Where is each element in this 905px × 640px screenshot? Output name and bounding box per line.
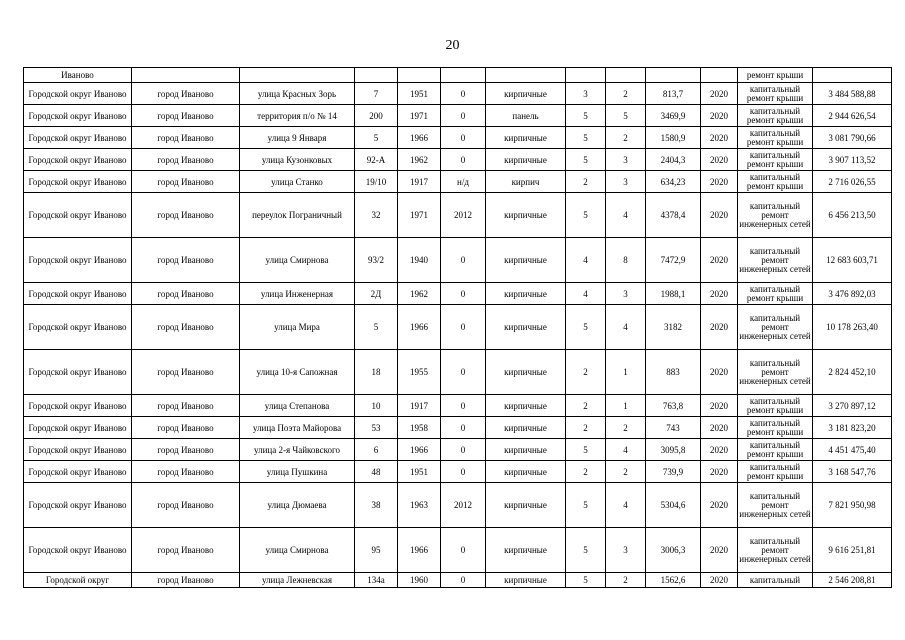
wall-material-cell: кирпичные [486,461,566,483]
city-cell [132,68,240,83]
area-cell: 5304,6 [646,483,701,528]
floors-cell: 5 [566,193,606,238]
entrances-cell: 2 [606,461,646,483]
city-cell: город Иваново [132,439,240,461]
area-cell: 743 [646,417,701,439]
area-cell: 3006,3 [646,528,701,573]
city-cell: город Иваново [132,395,240,417]
year-overhaul-cell: 0 [441,283,486,305]
year-overhaul-cell: 0 [441,395,486,417]
entrances-cell: 3 [606,171,646,193]
year-built-cell: 1971 [398,193,441,238]
city-cell: город Иваново [132,483,240,528]
area-cell: 3182 [646,305,701,350]
year-overhaul-cell: н/д [441,171,486,193]
municipality-cell: Городской округ Иваново [24,149,132,171]
plan-year-cell: 2020 [701,83,738,105]
cost-cell: 10 178 263,40 [813,305,892,350]
entrances-cell: 8 [606,238,646,283]
street-cell: улица Смирнова [240,528,355,573]
table-row [24,305,892,350]
area-cell: 2404,3 [646,149,701,171]
house-number-cell: 5 [355,127,398,149]
city-cell: город Иваново [132,350,240,395]
plan-year-cell: 2020 [701,528,738,573]
wall-material-cell: кирпичные [486,350,566,395]
wall-material-cell: кирпичные [486,127,566,149]
housing-overhaul-table [23,67,892,588]
work-type-cell: капитальный ремонт крыши [738,283,813,305]
street-cell: улица Инженерная [240,283,355,305]
street-cell: улица 10-я Сапожная [240,350,355,395]
area-cell: 1988,1 [646,283,701,305]
cost-cell: 2 824 452,10 [813,350,892,395]
entrances-cell [606,68,646,83]
year-overhaul-cell: 0 [441,461,486,483]
year-built-cell: 1966 [398,439,441,461]
table-row [24,238,892,283]
entrances-cell: 4 [606,193,646,238]
plan-year-cell: 2020 [701,305,738,350]
municipality-cell: Городской округ Иваново [24,417,132,439]
municipality-cell: Городской округ Иваново [24,171,132,193]
year-overhaul-cell: 0 [441,573,486,588]
wall-material-cell: кирпичные [486,149,566,171]
entrances-cell: 2 [606,83,646,105]
floors-cell: 5 [566,528,606,573]
floors-cell: 4 [566,238,606,283]
work-type-cell: капитальный [738,573,813,588]
plan-year-cell: 2020 [701,573,738,588]
house-number-cell: 2Д [355,283,398,305]
house-number-cell: 32 [355,193,398,238]
city-cell: город Иваново [132,573,240,588]
work-type-cell: капитальный ремонт крыши [738,149,813,171]
work-type-cell: капитальный ремонт инженерных сетей [738,350,813,395]
plan-year-cell: 2020 [701,127,738,149]
city-cell: город Иваново [132,283,240,305]
city-cell: город Иваново [132,238,240,283]
table-row [24,127,892,149]
house-number-cell: 95 [355,528,398,573]
plan-year-cell [701,68,738,83]
floors-cell: 3 [566,83,606,105]
municipality-cell: Городской округ Иваново [24,305,132,350]
work-type-cell: капитальный ремонт крыши [738,127,813,149]
entrances-cell: 2 [606,127,646,149]
area-cell: 1562,6 [646,573,701,588]
table-row [24,193,892,238]
city-cell: город Иваново [132,105,240,127]
city-cell: город Иваново [132,127,240,149]
year-built-cell: 1962 [398,283,441,305]
work-type-cell: ремонт крыши [738,68,813,83]
municipality-cell: Городской округ Иваново [24,193,132,238]
work-type-cell: капитальный ремонт инженерных сетей [738,193,813,238]
entrances-cell: 4 [606,305,646,350]
table-row [24,350,892,395]
year-built-cell: 1971 [398,105,441,127]
entrances-cell: 3 [606,528,646,573]
entrances-cell: 1 [606,395,646,417]
house-number-cell: 48 [355,461,398,483]
cost-cell: 3 484 588,88 [813,83,892,105]
area-cell: 1580,9 [646,127,701,149]
wall-material-cell: кирпичные [486,283,566,305]
municipality-cell: Городской округ Иваново [24,395,132,417]
work-type-cell: капитальный ремонт крыши [738,461,813,483]
year-built-cell: 1966 [398,305,441,350]
plan-year-cell: 2020 [701,439,738,461]
table-row [24,149,892,171]
floors-cell: 2 [566,350,606,395]
wall-material-cell: кирпичные [486,417,566,439]
city-cell: город Иваново [132,305,240,350]
table-row [24,283,892,305]
plan-year-cell: 2020 [701,149,738,171]
floors-cell: 5 [566,149,606,171]
year-built-cell: 1958 [398,417,441,439]
area-cell: 7472,9 [646,238,701,283]
floors-cell: 2 [566,395,606,417]
year-built-cell: 1917 [398,395,441,417]
wall-material-cell: кирпичные [486,483,566,528]
street-cell: территория п/о № 14 [240,105,355,127]
city-cell: город Иваново [132,171,240,193]
house-number-cell: 10 [355,395,398,417]
year-overhaul-cell: 0 [441,350,486,395]
year-overhaul-cell: 0 [441,528,486,573]
entrances-cell: 3 [606,149,646,171]
cost-cell: 9 616 251,81 [813,528,892,573]
street-cell: улица Дюмаева [240,483,355,528]
wall-material-cell: кирпичные [486,439,566,461]
plan-year-cell: 2020 [701,238,738,283]
street-cell: улица Смирнова [240,238,355,283]
floors-cell: 2 [566,461,606,483]
work-type-cell: капитальный ремонт крыши [738,105,813,127]
street-cell: улица Степанова [240,395,355,417]
area-cell: 763,8 [646,395,701,417]
plan-year-cell: 2020 [701,171,738,193]
floors-cell: 2 [566,417,606,439]
cost-cell: 3 270 897,12 [813,395,892,417]
cost-cell: 3 907 113,52 [813,149,892,171]
plan-year-cell: 2020 [701,193,738,238]
year-overhaul-cell: 0 [441,417,486,439]
table-row [24,83,892,105]
cost-cell: 3 168 547,76 [813,461,892,483]
municipality-cell: Городской округ Иваново [24,350,132,395]
entrances-cell: 3 [606,283,646,305]
municipality-cell: Городской округ Иваново [24,105,132,127]
area-cell: 3095,8 [646,439,701,461]
house-number-cell: 7 [355,83,398,105]
cost-cell: 3 181 823,20 [813,417,892,439]
area-cell: 4378,4 [646,193,701,238]
work-type-cell: капитальный ремонт крыши [738,171,813,193]
wall-material-cell: кирпич [486,171,566,193]
year-overhaul-cell: 2012 [441,483,486,528]
cost-cell: 12 683 603,71 [813,238,892,283]
year-built-cell: 1966 [398,127,441,149]
house-number-cell: 6 [355,439,398,461]
municipality-cell: Городской округ [24,573,132,588]
table-row [24,461,892,483]
work-type-cell: капитальный ремонт инженерных сетей [738,528,813,573]
city-cell: город Иваново [132,149,240,171]
wall-material-cell: кирпичные [486,305,566,350]
street-cell: улица Красных Зорь [240,83,355,105]
cost-cell [813,68,892,83]
area-cell: 634,23 [646,171,701,193]
house-number-cell: 5 [355,305,398,350]
municipality-cell: Городской округ Иваново [24,528,132,573]
entrances-cell: 1 [606,350,646,395]
table-row [24,528,892,573]
work-type-cell: капитальный ремонт инженерных сетей [738,238,813,283]
table-row [24,105,892,127]
floors-cell: 5 [566,439,606,461]
work-type-cell: капитальный ремонт инженерных сетей [738,483,813,528]
page-number: 20 [445,38,460,53]
table-row [24,439,892,461]
wall-material-cell: кирпичные [486,528,566,573]
year-overhaul-cell: 0 [441,439,486,461]
plan-year-cell: 2020 [701,395,738,417]
wall-material-cell: панель [486,105,566,127]
municipality-cell: Иваново [24,68,132,83]
table-row [24,171,892,193]
wall-material-cell: кирпичные [486,395,566,417]
work-type-cell: капитальный ремонт крыши [738,395,813,417]
cost-cell: 7 821 950,98 [813,483,892,528]
cost-cell: 3 476 892,03 [813,283,892,305]
street-cell [240,68,355,83]
city-cell: город Иваново [132,417,240,439]
municipality-cell: Городской округ Иваново [24,483,132,528]
wall-material-cell: кирпичные [486,193,566,238]
cost-cell: 4 451 475,40 [813,439,892,461]
house-number-cell: 38 [355,483,398,528]
street-cell: улица Станко [240,171,355,193]
floors-cell: 5 [566,105,606,127]
table-row [24,573,892,588]
year-built-cell: 1951 [398,83,441,105]
plan-year-cell: 2020 [701,350,738,395]
city-cell: город Иваново [132,461,240,483]
area-cell: 739,9 [646,461,701,483]
table-row [24,395,892,417]
entrances-cell: 2 [606,573,646,588]
house-number-cell: 53 [355,417,398,439]
floors-cell: 5 [566,305,606,350]
street-cell: улица Поэта Майорова [240,417,355,439]
municipality-cell: Городской округ Иваново [24,127,132,149]
floors-cell [566,68,606,83]
entrances-cell: 4 [606,483,646,528]
street-cell: улица Кузонковых [240,149,355,171]
year-overhaul-cell: 0 [441,238,486,283]
year-overhaul-cell: 0 [441,305,486,350]
year-built-cell [398,68,441,83]
year-built-cell: 1940 [398,238,441,283]
plan-year-cell: 2020 [701,105,738,127]
floors-cell: 5 [566,127,606,149]
year-built-cell: 1955 [398,350,441,395]
year-overhaul-cell: 0 [441,149,486,171]
street-cell: переулок Пограничный [240,193,355,238]
municipality-cell: Городской округ Иваново [24,83,132,105]
year-overhaul-cell: 0 [441,127,486,149]
street-cell: улица Мира [240,305,355,350]
municipality-cell: Городской округ Иваново [24,238,132,283]
street-cell: улица 9 Января [240,127,355,149]
plan-year-cell: 2020 [701,483,738,528]
year-built-cell: 1966 [398,528,441,573]
house-number-cell: 134а [355,573,398,588]
cost-cell: 3 081 790,66 [813,127,892,149]
entrances-cell: 2 [606,417,646,439]
city-cell: город Иваново [132,193,240,238]
floors-cell: 4 [566,283,606,305]
plan-year-cell: 2020 [701,461,738,483]
cost-cell: 2 944 626,54 [813,105,892,127]
wall-material-cell: кирпичные [486,573,566,588]
street-cell: улица 2-я Чайковского [240,439,355,461]
house-number-cell: 19/10 [355,171,398,193]
work-type-cell: капитальный ремонт крыши [738,83,813,105]
house-number-cell: 200 [355,105,398,127]
house-number-cell: 92-А [355,149,398,171]
cost-cell: 2 716 026,55 [813,171,892,193]
cost-cell: 2 546 208,81 [813,573,892,588]
year-overhaul-cell: 0 [441,83,486,105]
area-cell: 3469,9 [646,105,701,127]
floors-cell: 2 [566,171,606,193]
year-built-cell: 1962 [398,149,441,171]
municipality-cell: Городской округ Иваново [24,283,132,305]
cost-cell: 6 456 213,50 [813,193,892,238]
year-built-cell: 1917 [398,171,441,193]
table-row [24,68,892,83]
municipality-cell: Городской округ Иваново [24,461,132,483]
plan-year-cell: 2020 [701,283,738,305]
street-cell: улица Пушкина [240,461,355,483]
plan-year-cell: 2020 [701,417,738,439]
entrances-cell: 4 [606,439,646,461]
city-cell: город Иваново [132,83,240,105]
work-type-cell: капитальный ремонт крыши [738,439,813,461]
wall-material-cell: кирпичные [486,83,566,105]
floors-cell: 5 [566,573,606,588]
work-type-cell: капитальный ремонт крыши [738,417,813,439]
house-number-cell: 18 [355,350,398,395]
entrances-cell: 5 [606,105,646,127]
area-cell [646,68,701,83]
municipality-cell: Городской округ Иваново [24,439,132,461]
wall-material-cell: кирпичные [486,238,566,283]
year-overhaul-cell: 0 [441,105,486,127]
city-cell: город Иваново [132,528,240,573]
house-number-cell [355,68,398,83]
year-built-cell: 1960 [398,573,441,588]
year-overhaul-cell [441,68,486,83]
year-built-cell: 1963 [398,483,441,528]
table-row [24,483,892,528]
area-cell: 883 [646,350,701,395]
area-cell: 813,7 [646,83,701,105]
wall-material-cell [486,68,566,83]
work-type-cell: капитальный ремонт инженерных сетей [738,305,813,350]
house-number-cell: 93/2 [355,238,398,283]
year-built-cell: 1951 [398,461,441,483]
table-row [24,417,892,439]
year-overhaul-cell: 2012 [441,193,486,238]
floors-cell: 5 [566,483,606,528]
street-cell: улица Лежневская [240,573,355,588]
